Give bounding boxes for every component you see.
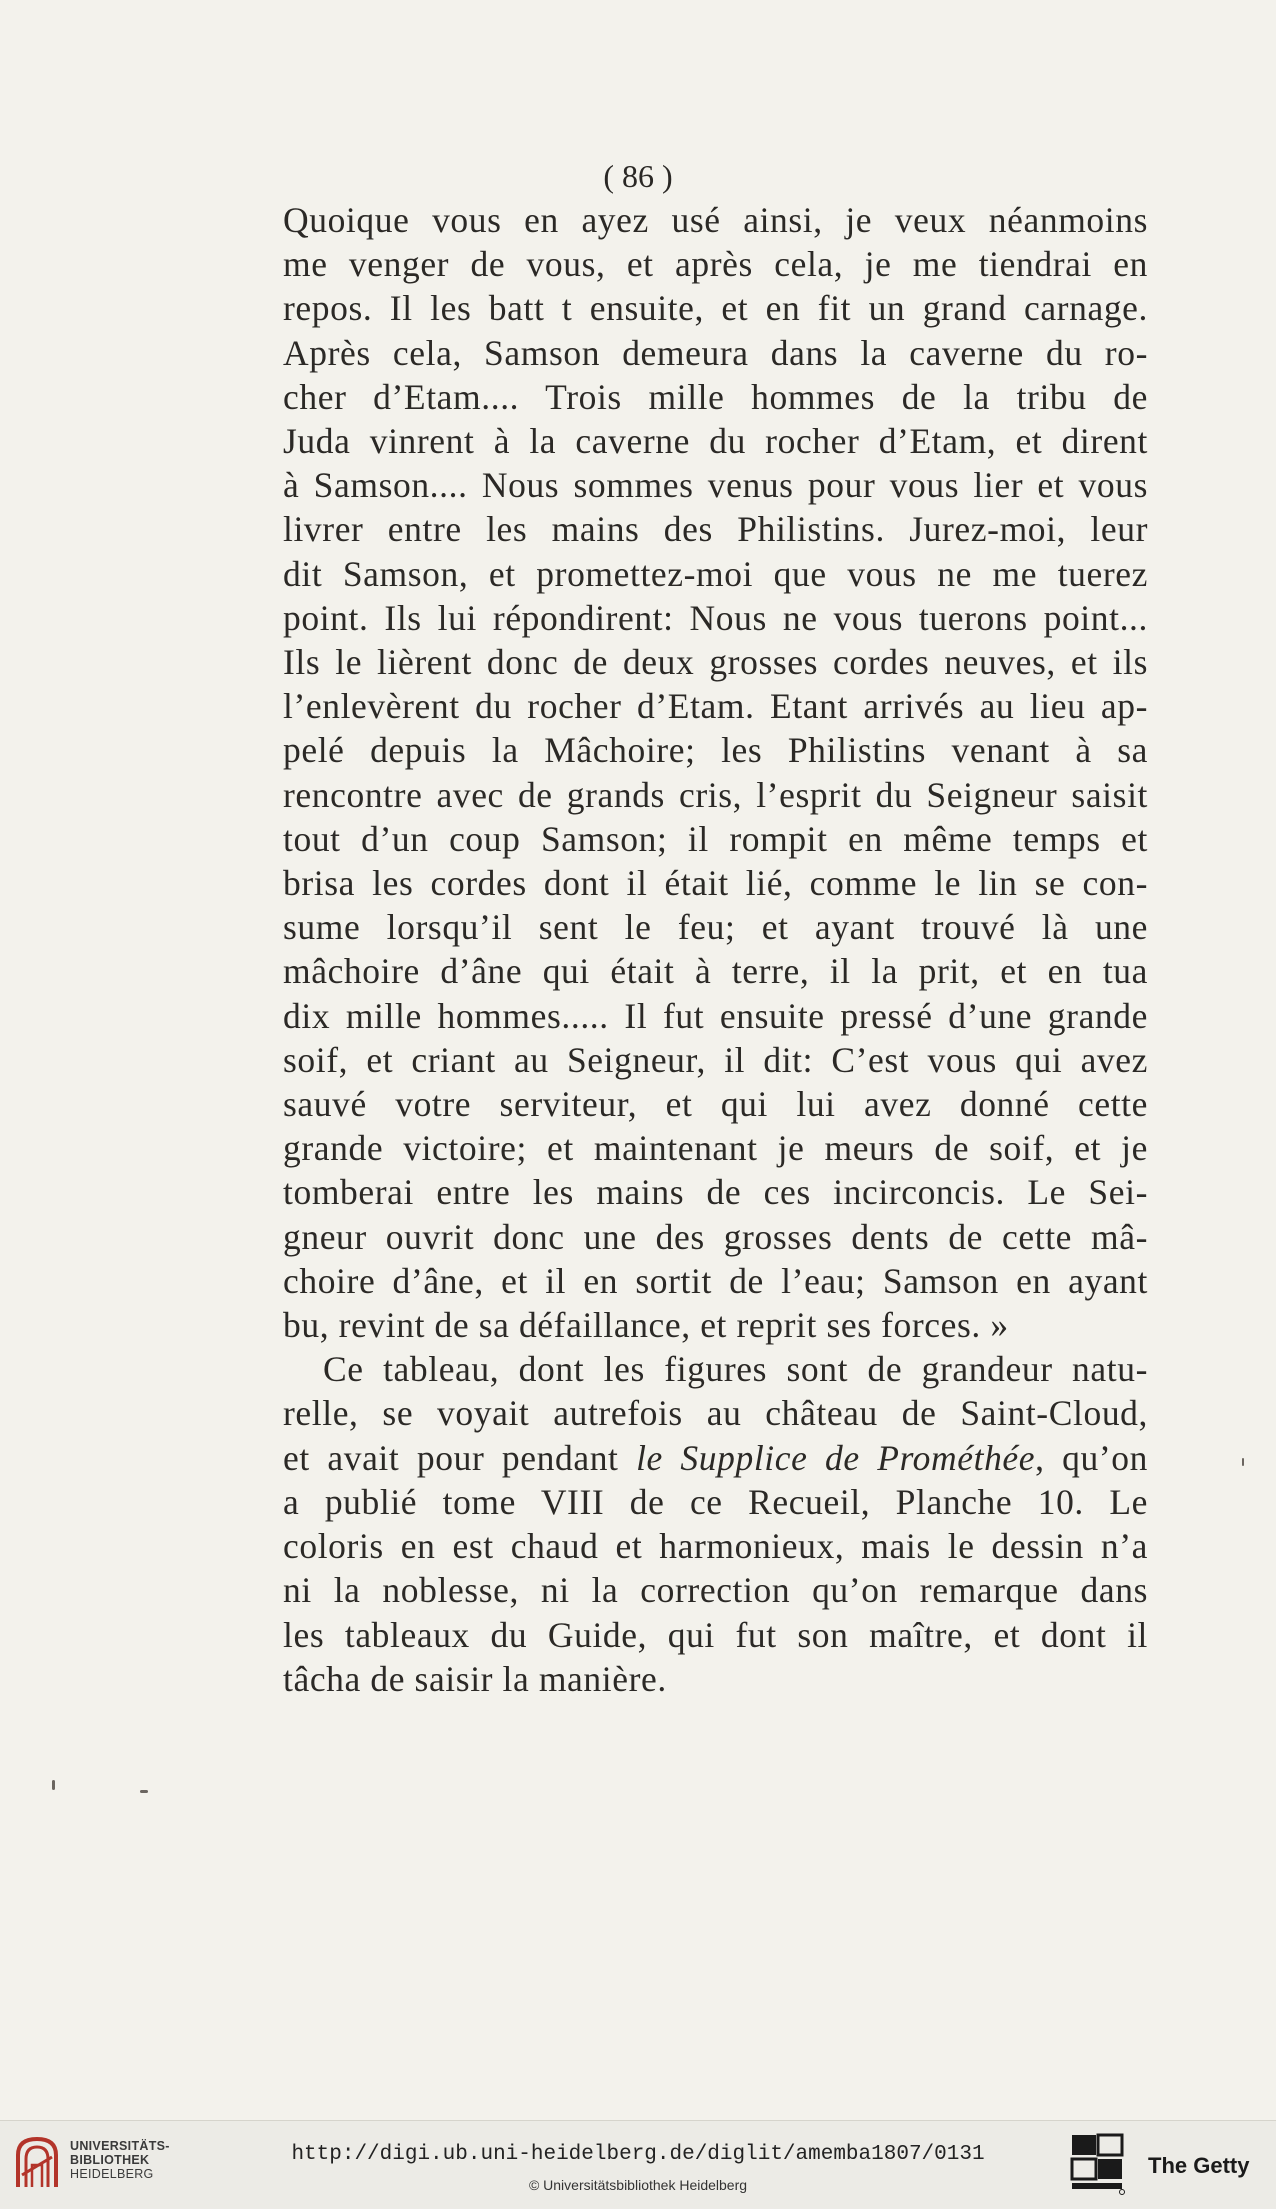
text-line: point. Ils lui répondirent: Nous ne vous tuerons point... xyxy=(283,597,1148,638)
text-line: brisa les cordes dont il était lié, comme le lin se con- xyxy=(283,863,1148,904)
text-line: tout d’un coup Samson; il rompit en même temps et xyxy=(283,818,1148,859)
text-line: choire d’âne, et il en sortit de l’eau; Samson en ayant xyxy=(283,1260,1148,1301)
text-line: cher d’Etam.... Trois mille hommes de la tribu de xyxy=(283,376,1148,417)
scan-mark xyxy=(140,1790,148,1793)
getty-logo-icon xyxy=(1070,2133,1126,2195)
text-line: soif, et criant au Seigneur, il dit: C’est vous qui avez xyxy=(283,1039,1148,1080)
text-line xyxy=(283,1436,1148,1480)
text-line: livrer entre les mains des Philistins. Jurez-moi, leur xyxy=(283,509,1148,550)
text-line: sauvé votre serviteur, et qui lui avez donné cette xyxy=(283,1084,1148,1125)
scan-mark xyxy=(1242,1458,1244,1466)
text-line: mâchoire d’âne qui était à terre, il la prit, et en tua xyxy=(283,951,1148,992)
text-line: grande victoire; et maintenant je meurs de soif, et je xyxy=(283,1128,1148,1169)
italic-title: le Supplice de Prométhée xyxy=(636,1437,1036,1478)
permalink-url[interactable]: http://digi.ub.uni-heidelberg.de/diglit/amemba1807/0131 xyxy=(291,2143,985,2166)
text-fragment: , qu’on xyxy=(1035,1437,1148,1478)
text-line: les tableaux du Guide, qui fut son maître, et dont il xyxy=(283,1614,1148,1655)
scan-mark xyxy=(52,1780,55,1790)
text-line: gneur ouvrit donc une des grosses dents de cette mâ- xyxy=(283,1216,1148,1257)
copyright-notice: © Universitätsbibliothek Heidelberg xyxy=(528,2177,748,2193)
footer-bar xyxy=(0,2120,1276,2209)
text-line: ni la noblesse, ni la correction qu’on remarque dans xyxy=(283,1570,1148,1611)
text-line: bu, revint de sa défaillance, et reprit ses forces. » xyxy=(283,1305,1009,1346)
text-line: Ce tableau, dont les figures sont de grandeur natu- xyxy=(323,1349,1148,1390)
text-line: pelé depuis la Mâchoire; les Philistins venant à sa xyxy=(283,730,1148,771)
text-line: sume lorsqu’il sent le feu; et ayant trouvé là une xyxy=(283,907,1148,948)
text-line: relle, se voyait autrefois au château de Saint-Cloud, xyxy=(283,1393,1148,1434)
text-line: dit Samson, et promettez-moi que vous ne me tuerez xyxy=(283,553,1148,594)
text-line: dix mille hommes..... Il fut ensuite pressé d’une grande xyxy=(283,995,1148,1036)
text-line: coloris en est chaud et harmonieux, mais le dessin n’a xyxy=(283,1526,1148,1567)
text-line: Après cela, Samson demeura dans la caverne du ro- xyxy=(283,332,1148,373)
text-line: Juda vinrent à la caverne du rocher d’Etam, et dirent xyxy=(283,421,1148,462)
text-line: l’enlevèrent du rocher d’Etam. Etant arrivés au lieu ap- xyxy=(283,686,1148,727)
library-name-line: HEIDELBERG xyxy=(70,2167,154,2181)
library-name-line: BIBLIOTHEK xyxy=(70,2153,150,2167)
partner-name: The Getty xyxy=(1148,2153,1250,2178)
text-line: tomberai entre les mains de ces incirconcis. Le Sei- xyxy=(283,1172,1148,1213)
text-line: a publié tome VIII de ce Recueil, Planche 10. Le xyxy=(283,1481,1148,1522)
text-line: Quoique vous en ayez usé ainsi, je veux néanmoins xyxy=(283,200,1148,240)
library-name-line: UNIVERSITÄTS- xyxy=(70,2139,170,2153)
text-fragment: et avait pour pendant xyxy=(283,1437,637,1478)
text-line: repos. Il les batt t ensuite, et en fit un grand carnage. xyxy=(283,288,1148,329)
text-line: rencontre avec de grands cris, l’esprit du Seigneur saisit xyxy=(283,774,1148,815)
page-number: ( 86 ) xyxy=(603,158,673,194)
text-line: tâcha de saisir la manière. xyxy=(283,1658,667,1699)
text-line: me venger de vous, et après cela, je me tiendrai en xyxy=(283,244,1148,285)
body-text xyxy=(283,198,1148,1701)
text-line: à Samson.... Nous sommes venus pour vous lier et vous xyxy=(283,465,1148,506)
text-line: Ils le lièrent donc de deux grosses cordes neuves, et ils xyxy=(283,642,1148,683)
